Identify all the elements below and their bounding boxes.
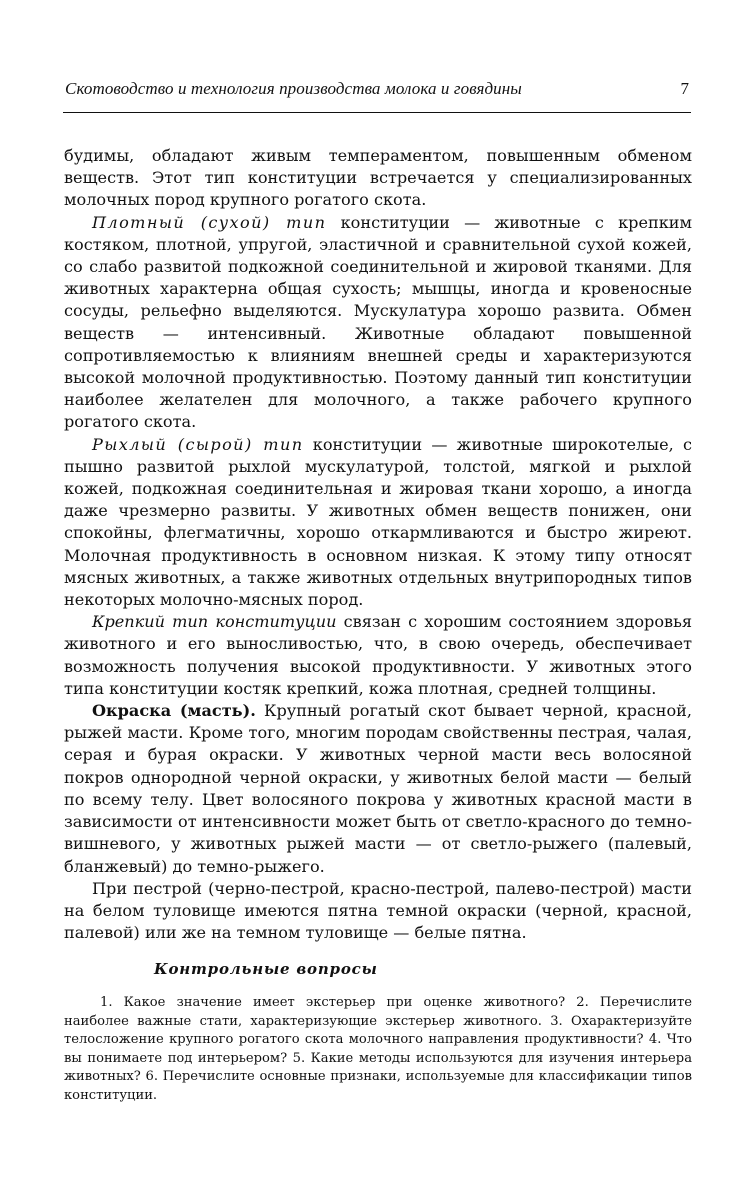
paragraph-strong-type-text: связан с хорошим состоянием здоровья животного и его выносливостью, что, в свою очередь, обеспечивает возможность получения высокой продуктивности. У животных этого типа конституции костяк крепкий, кожа плотная, средней толщины. bbox=[64, 612, 692, 698]
paragraph-dense-type-text: конституции — животные с крепким костяком, плотной, упругой, эластичной и сравнительной сухой кожей, со слабо развитой подкожной соединительной и жировой тканями. Для животных характерна общая сухость; мышцы, иногда и кровеносные сосуды, рельефно выделяются. Мускулатура хорошо развита. Обмен веществ — интенсивный. Животные обладают повышенной сопротивляемостью к влияниям внешней среды и характеризуются высокой молочной продуктивностью. Поэтому данный тип конституции наиболее желателен для молочного, а также рабочего крупного рогатого скота. bbox=[64, 212, 693, 432]
paragraph-continuation: будимы, обладают живым темпераментом, повышенным обменом веществ. Этот тип конституции встречается у специализированных молочных пород крупного рогатого скота. bbox=[64, 146, 692, 210]
page-number: 7 bbox=[680, 79, 689, 98]
term-dense-type: Плотный (сухой) тип bbox=[92, 212, 327, 232]
questions-list: 1. Какое значение имеет экстерьер при оценке животного? 2. Перечислите наиболее важные стати, характеризующие экстерьер животного. 3. Охарактеризуйте телосложение крупного рогатого скота молочного направления продуктивности? 4. Что вы понимаете под интерьером? 5. Какие методы используются для изучения интерьера животных? 6. Перечислите основные признаки, используемые для классификации типов конституции. bbox=[64, 995, 692, 1103]
paragraph-coloring bbox=[64, 700, 692, 878]
header-divider bbox=[63, 112, 691, 113]
paragraph-loose-type bbox=[64, 434, 692, 612]
running-title: Скотоводство и технология производства молока и говядины bbox=[65, 79, 522, 98]
paragraph-coloring-text: Крупный рогатый скот бывает черной, красной, рыжей масти. Кроме того, многим породам свойственны пестрая, чалая, серая и бурая окраски. У животных черной масти весь волосяной покров однородной черной окраски, у животных белой масти — белый по всему телу. Цвет волосяного покрова у животных красной масти в зависимости от интенсивности может быть от светло-красного до темно-вишневого, у животных рыжей масти — от светло-рыжего (палевый, бланжевый) до темно-рыжего. bbox=[64, 701, 692, 876]
paragraph-loose-type-text: конституции — животные широкотелые, с пышно развитой рыхлой мускулатурой, толстой, мягкой и рыхлой кожей, подкожная соединительная и жировая ткани хорошо, а иногда даже чрезмерно развиты. У животных обмен веществ понижен, они спокойны, флегматичны, хорошо откармливаются и быстро жиреют. Молочная продуктивность в основном низкая. К этому типу относят мясных животных, а также животных отдельных внутрипородных типов некоторых молочно-мясных пород. bbox=[64, 434, 692, 610]
term-strong-type: Крепкий тип конституции bbox=[92, 612, 337, 632]
term-coloring: Окраска (масть). bbox=[92, 701, 256, 721]
paragraph-dense-type bbox=[64, 212, 692, 434]
page-header bbox=[63, 76, 691, 104]
main-text bbox=[64, 145, 692, 944]
questions-heading: Контрольные вопросы bbox=[154, 960, 378, 978]
term-loose-type: Рыхлый (сырой) тип bbox=[92, 434, 304, 454]
paragraph-piebald: При пестрой (черно-пестрой, красно-пестрой, палево-пестрой) масти на белом туловище имеются пятна темной окраски (черной, красной, палевой) или же на темном туловище — белые пятна. bbox=[64, 878, 692, 943]
paragraph-strong-type bbox=[64, 611, 692, 700]
